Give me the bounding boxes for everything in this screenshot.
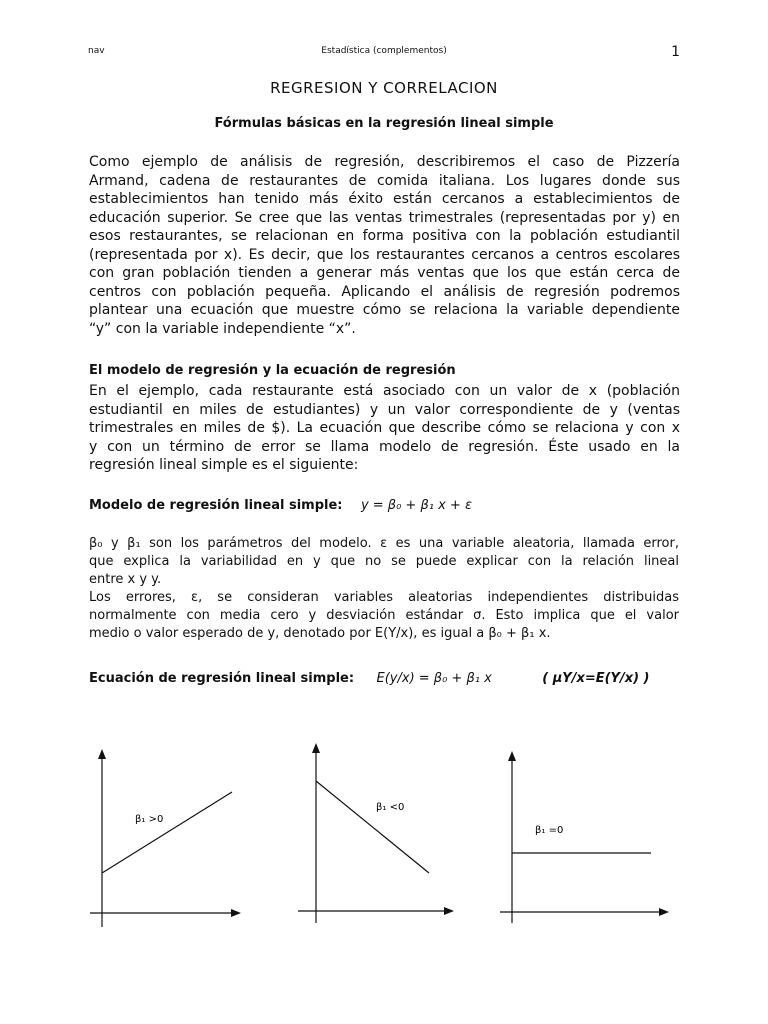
page-title: REGRESION Y CORRELACION	[270, 79, 498, 97]
x-axis-arrow-icon	[659, 908, 669, 916]
intro-line: educación superior. Se cree que las ventas trimestrales (representadas por y) en	[89, 209, 680, 226]
section1-line: estudiantil en miles de estudiantes) y un valor correspondiente de y (ventas	[89, 401, 680, 418]
intro-line: con gran población tienden a generar más ventas que los que están cerca de	[89, 265, 680, 281]
y-axis-arrow-icon	[312, 743, 320, 753]
section1-paragraph	[89, 382, 680, 475]
intro-line: establecimientos han tenido más éxito están cercanos a establecimientos de	[89, 191, 680, 207]
graph-positive-slope	[85, 735, 245, 939]
x-axis-arrow-icon	[444, 907, 454, 915]
intro-line: (representada por x). Es decir, que los restaurantes cercanos a centros escolares	[89, 246, 680, 263]
params-line: que explica la variabilidad en y que no se puede explicar con la relación lineal	[89, 554, 679, 569]
section-heading-model: El modelo de regresión y la ecuación de regresión	[89, 363, 456, 378]
params-paragraph	[89, 535, 679, 643]
section1-line: trimestrales en miles de $). La ecuación que describe cómo se relaciona y con x	[89, 420, 680, 436]
graph-zero-slope	[495, 735, 675, 939]
section1-line: En el ejemplo, cada restaurante está asociado con un valor de x (población	[89, 383, 680, 399]
params-line: entre x y y.	[89, 572, 162, 587]
intro-line: plantear una ecuación que muestre cómo se relaciona la variable dependiente	[89, 302, 680, 318]
section1-line: y con un término de error se llama modelo de regresión. Éste usado en la	[89, 438, 680, 455]
regression-line	[102, 792, 232, 873]
graph-label: β₁ >0	[135, 814, 164, 825]
page-number: 1	[671, 44, 680, 60]
y-axis-arrow-icon	[508, 751, 516, 761]
equation-line	[89, 670, 650, 686]
equation-note: ( μY/x=E(Y/x) )	[542, 671, 650, 686]
header-center-text: Estadística (complementos)	[321, 46, 447, 56]
params-line: Los errores, ε, se consideran variables aleatorias independientes distribuidas	[89, 590, 679, 605]
model-label: Modelo de regresión lineal simple:	[89, 498, 343, 513]
intro-line: Como ejemplo de análisis de regresión, describiremos el caso de Pizzería	[89, 154, 680, 170]
equation-formula: E(y/x) = β₀ + β₁ x	[376, 671, 492, 686]
y-axis-arrow-icon	[98, 749, 106, 759]
intro-line: centros con población pequeña. Aplicando el análisis de regresión podremos	[89, 283, 680, 300]
equation-label: Ecuación de regresión lineal simple:	[89, 671, 355, 686]
graph-label: β₁ =0	[535, 825, 564, 836]
intro-line: Armand, cadena de restaurantes de comida italiana. Los lugares donde sus	[89, 172, 680, 189]
intro-paragraph	[89, 153, 680, 338]
regression-line	[316, 781, 429, 873]
params-line: normalmente con media cero y desviación estándar σ. Esto implica que el valor	[89, 608, 679, 623]
intro-line: esos restaurantes, se relacionan en forma positiva con la población estudiantil	[89, 228, 680, 244]
model-formula: y = β₀ + β₁ x + ε	[360, 498, 472, 513]
params-line: medio o valor esperado de y, denotado por E(Y/x), es igual a β₀ + β₁ x.	[89, 626, 551, 641]
intro-line: “y” con la variable independiente “x”.	[89, 320, 356, 337]
x-axis-arrow-icon	[231, 909, 241, 917]
graph-negative-slope	[298, 735, 458, 939]
model-formula-line	[89, 497, 472, 513]
graph-label: β₁ <0	[376, 802, 405, 813]
page-subtitle: Fórmulas básicas en la regresión lineal simple	[214, 116, 554, 131]
section1-line: regresión lineal simple es el siguiente:	[89, 457, 359, 473]
params-line: β₀ y β₁ son los parámetros del modelo. ε es una variable aleatoria, llamada error,	[89, 536, 679, 551]
header-left-text: nav	[88, 46, 105, 56]
